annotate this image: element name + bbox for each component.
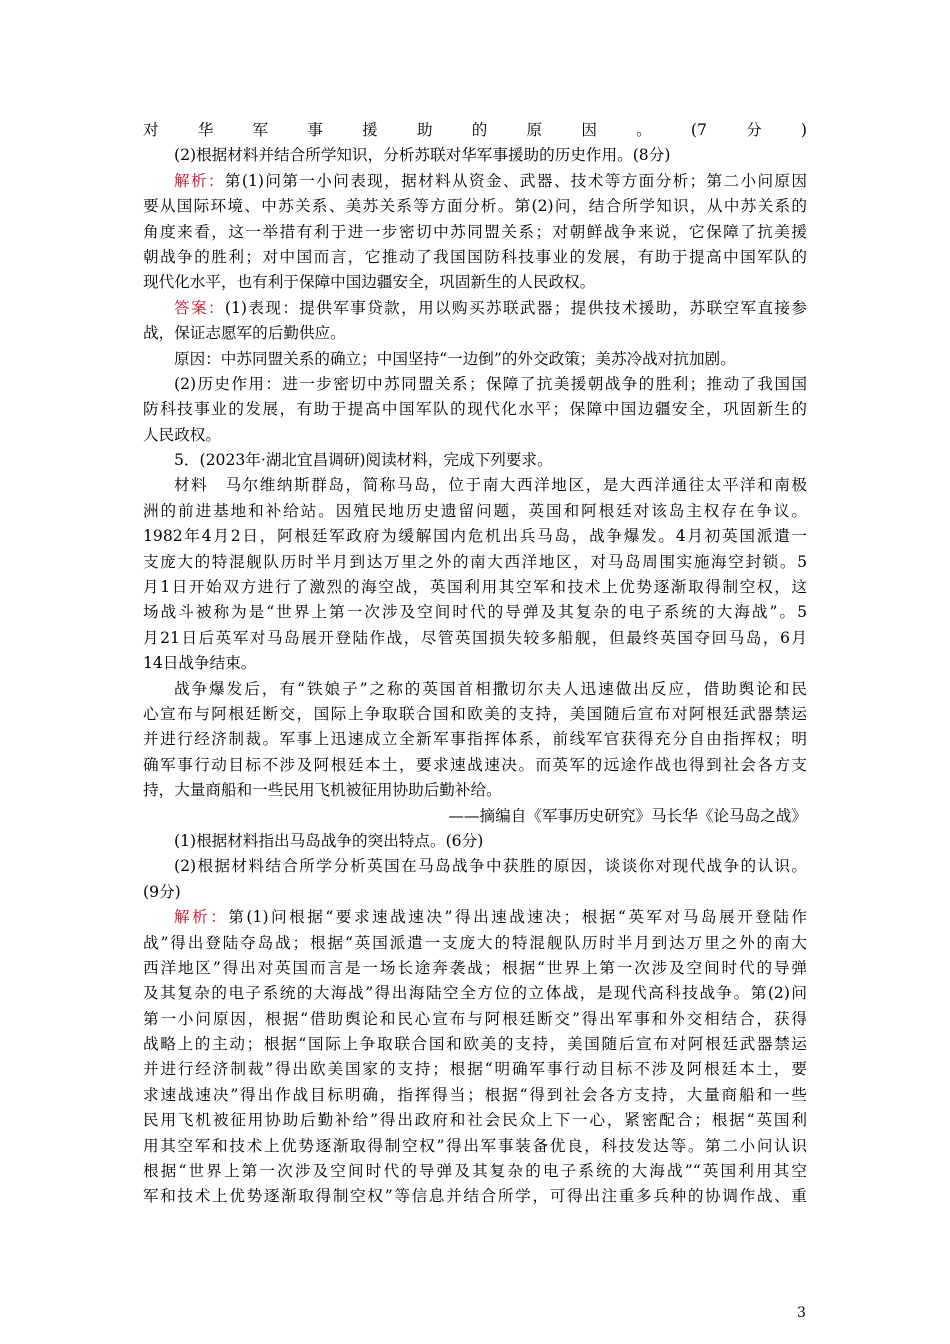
text-line: 人民政权。: [143, 425, 221, 444]
text-line: 战争爆发后，有“铁娘子”之称的英国首相撒切尔夫人迅速做出反应，借助舆论和民: [174, 679, 807, 698]
answer-label: 答案：: [174, 298, 225, 317]
text-line: 确军事行动目标不涉及阿根廷本土，要求速战速决。而英军的远途作战也得到社会各方支: [143, 755, 807, 774]
text-line: 月21日后英军对马岛展开登陆作战，尽管英国损失较多船舰，但最终英国夺回马岛，6月: [143, 628, 807, 647]
analysis-line: 解析：第(1)问根据“要求速战速决”得出速战速决；根据“英军对马岛展开登陆作: [174, 908, 807, 927]
text-line: 14日战争结束。: [143, 654, 257, 673]
text-line: 对华军事援助的原因。(7分): [143, 121, 807, 139]
question-line: (1)根据材料指出马岛战争的突出特点。(6分): [174, 831, 484, 850]
text-line: 求速战速决”得出作战目标明确，指挥得当；根据“得到社会各方支持，大量商船和一些: [143, 1085, 807, 1104]
source-citation: ——摘编自《军事历史研究》马长华《论马岛之战》: [448, 806, 807, 825]
material-line: 材料 马尔维纳斯群岛，简称马岛，位于南大西洋地区，是大西洋通往太平洋和南极: [174, 476, 807, 495]
text-line: 支庞大的特混舰队历时半月到达万里之外的南大西洋地区，对马岛周围实施海空封锁。5: [143, 552, 807, 571]
analysis-label: 解析：: [174, 908, 229, 927]
text-line: 1982年4月2日，阿根廷军政府为缓解国内危机出兵马岛，战争爆发。4月初英国派遣一: [143, 527, 807, 546]
text-line: 战略上的主动；根据“国际上争取联合国和欧美的支持，美国随后宣布对阿根廷武器禁运: [143, 1035, 807, 1054]
answer-line: 答案：(1)表现：提供军事贷款，用以购买苏联武器；提供技术援助，苏联空军直接参: [174, 298, 807, 317]
text-line: (2)历史作用：进一步密切中苏同盟关系；保障了抗美援朝战争的胜利；推动了我国国: [174, 374, 807, 393]
question-line: (2)根据材料并结合所学知识，分析苏联对华军事援助的历史作用。(8分): [174, 146, 671, 165]
text-line: 民用飞机被征用协助后勤补给”得出政府和社会民众上下一心，紧密配合；根据“英国利: [143, 1111, 807, 1130]
text-line: 现代化水平，也有利于保障中国边疆安全，巩固新生的人民政权。: [143, 273, 596, 292]
text-line: 军和技术上优势逐渐取得制空权”等信息并结合所学，可得出注重多兵种的协调作战、重: [143, 1187, 807, 1206]
text-line: 用其空军和技术上优势逐渐取得制空权”得出军事装备优良，科技发达等。第二小问认识: [143, 1136, 807, 1155]
analysis-label: 解析：: [174, 171, 225, 190]
text-line: 角度来看，这一举措有利于进一步密切中苏同盟关系；对朝鲜战争来说，它保障了抗美援: [143, 222, 807, 241]
question-line: (2)根据材料结合所学分析英国在马岛战争中获胜的原因，谈谈你对现代战争的认识。: [174, 857, 807, 876]
text-line: 朝战争的胜利；对中国而言，它推动了我国国防科技事业的发展，有助于提高中国军队的: [143, 247, 807, 266]
text-line: 心宣布与阿根廷断交，国际上争取联合国和欧美的支持，美国随后宣布对阿根廷武器禁运: [143, 704, 807, 723]
text-line: 西洋地区”得出对英国而言是一场长途奔袭战；根据“世界上第一次涉及空间时代的导弹: [143, 958, 807, 977]
text-line: 战，保证志愿军的后勤供应。: [143, 324, 346, 343]
text-line: 并进行经济制裁”得出欧美国家的支持；根据“明确军事行动目标不涉及阿根廷本土，要: [143, 1060, 807, 1079]
text-line: 战”得出登陆夺岛战；根据“英国派遣一支庞大的特混舰队历时半月到达万里之外的南大: [143, 933, 807, 952]
text-line: 洲的前进基地和补给站。因殖民地历史遗留问题，英国和阿根廷对该岛主权存在争议。: [143, 501, 807, 520]
document-body: [143, 118, 807, 1210]
text-line: (9分): [143, 882, 181, 901]
text-line: 并进行经济制裁。军事上迅速成立全新军事指挥体系，前线军官获得充分自由指挥权；明: [143, 730, 807, 749]
text-line: 及其复杂的电子系统的大海战”得出海陆空全方位的立体战，是现代高科技战争。第(2)问: [143, 984, 807, 1003]
question-heading: 5．(2023年·湖北宜昌调研)阅读材料，完成下列要求。: [174, 451, 553, 470]
text-line: 要从国际环境、中苏关系、美苏关系等方面分析。第(2)问，结合所学知识，从中苏关系的: [143, 197, 807, 216]
text-line: 月1日开始双方进行了激烈的海空战，英国利用其空军和技术上优势逐渐取得制空权，这: [143, 578, 807, 597]
text-line: 第一小问原因，根据“借助舆论和民心宣布与阿根廷断交”得出军事和外交相结合，获得: [143, 1009, 807, 1028]
text-line: 场战斗被称为是“世界上第一次涉及空间时代的导弹及其复杂的电子系统的大海战”。5: [143, 603, 807, 622]
text-line: 根据“世界上第一次涉及空间时代的导弹及其复杂的电子系统的大海战”“英国利用其空: [143, 1162, 807, 1181]
analysis-line: 解析：第(1)问第一小问表现，据材料从资金、武器、技术等方面分析；第二小问原因: [174, 171, 807, 190]
text-line: 持，大量商船和一些民用飞机被征用协助后勤补给。: [143, 781, 502, 800]
page-number: 3: [797, 1305, 806, 1321]
text-line: 原因：中苏同盟关系的确立；中国坚持“一边倒”的外交政策；美苏冷战对抗加剧。: [174, 349, 736, 368]
text-line: 防科技事业的发展，有助于提高中国军队的现代化水平；保障中国边疆安全，巩固新生的: [143, 400, 807, 419]
